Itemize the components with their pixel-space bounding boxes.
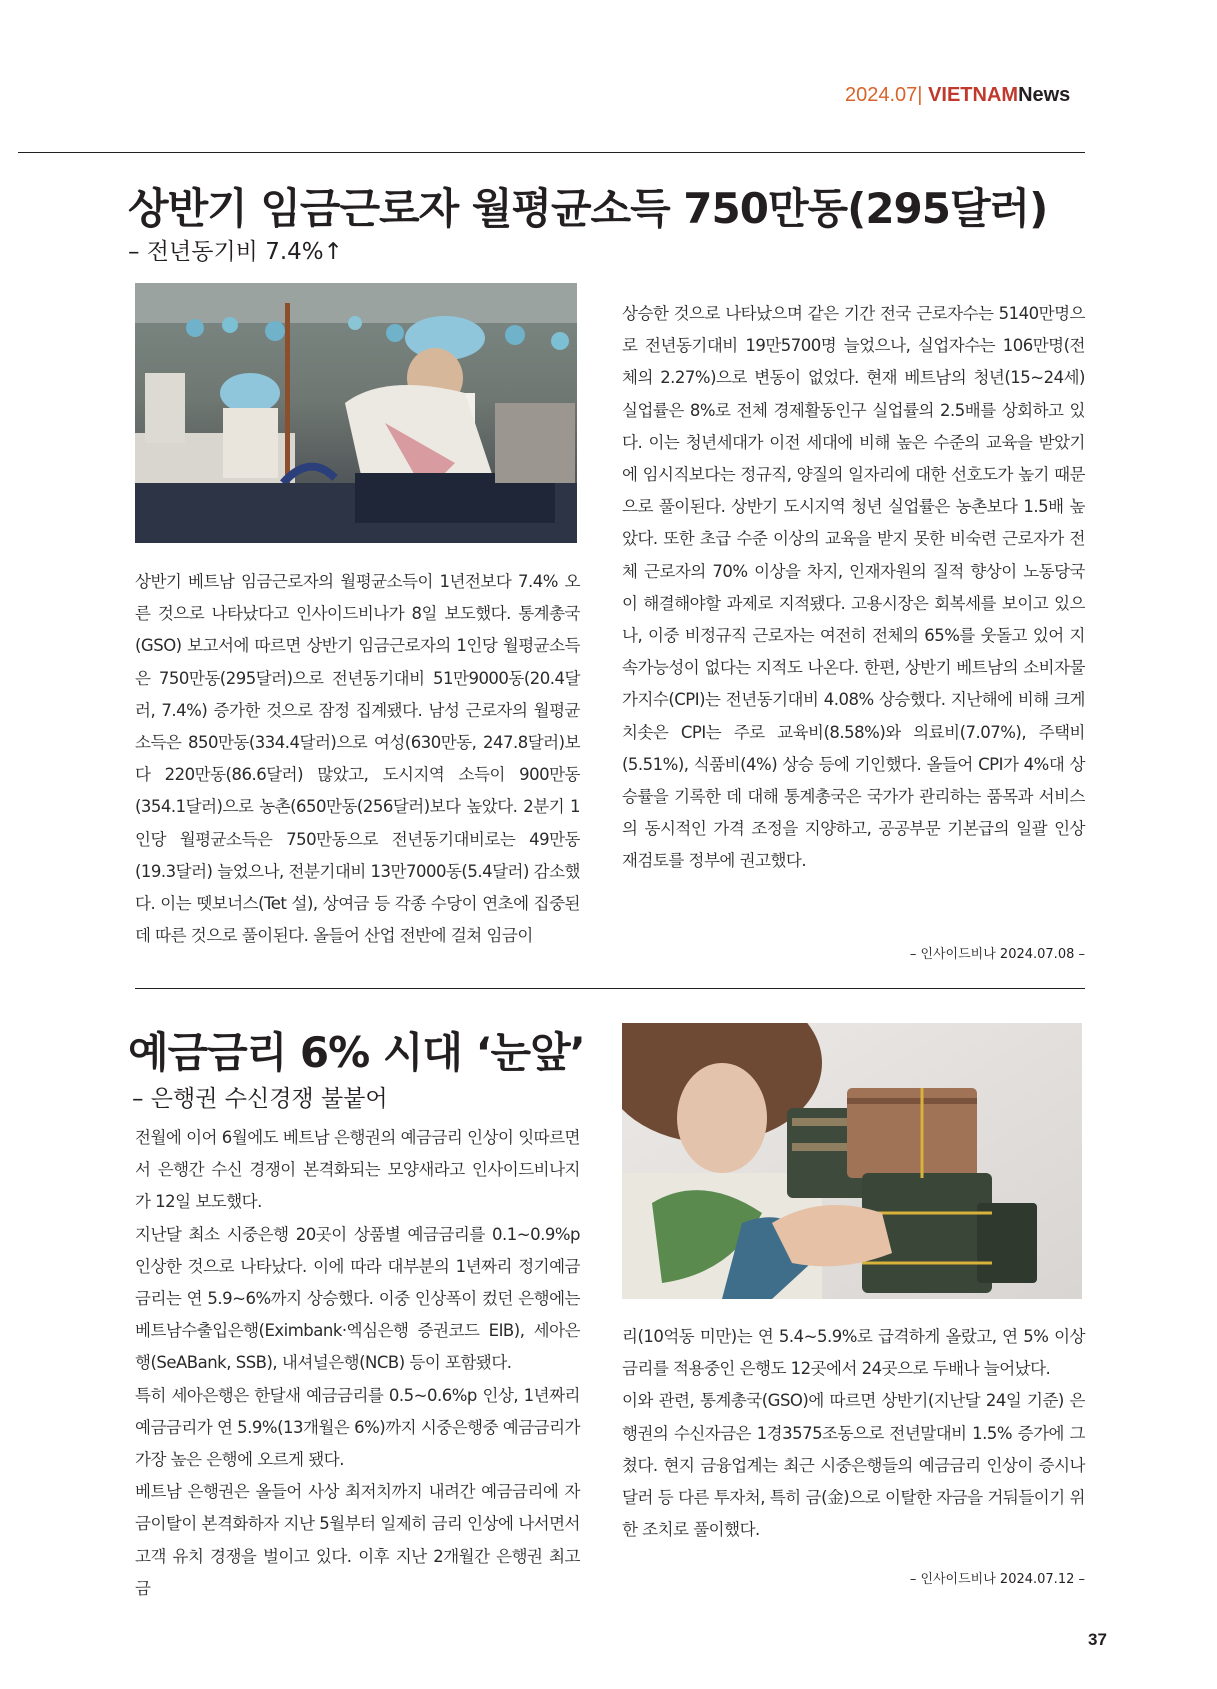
- article1-headline: 상반기 임금근로자 월평균소득 750만동(295달러): [128, 184, 1048, 233]
- brand-logo-news: News: [1018, 84, 1071, 106]
- article2-headline: 예금금리 6% 시대 ‘눈앞’: [128, 1028, 585, 1077]
- issue-header: [845, 84, 1070, 107]
- article2-left-paragraph: 베트남 은행권은 올들어 사상 최저치까지 내려간 예금금리에 자금이탈이 본격화하자 지난 5월부터 일제히 금리 인상에 나서면서 고객 유치 경쟁을 벌이고 있다. 이후 지난 2개월간 은행권 최고 금: [135, 1482, 580, 1598]
- article1-source: – 인사이드비나 2024.07.08 –: [909, 947, 1085, 962]
- section-divider: [135, 988, 1085, 989]
- article2-left-paragraph: 전월에 이어 6월에도 베트남 은행권의 예금금리 인상이 잇따르면서 은행간 수신 경쟁이 본격화되는 모양새라고 인사이드비나지가 12일 보도했다.: [135, 1128, 580, 1212]
- article2-left-paragraph: 특히 세아은행은 한달새 예금금리를 0.5~0.6%p 인상, 1년짜리 예금금리가 연 5.9%(13개월은 6%)까지 시중은행중 예금금리가 가장 높은 은행에 오르게 됐다.: [135, 1385, 580, 1470]
- article1-subtitle: – 전년동기비 7.4%↑: [128, 239, 343, 265]
- article2-right-paragraph: 리(10억동 미만)는 연 5.4~5.9%로 급격하게 올랐고, 연 5% 이상 금리를 적용중인 은행도 12곳에서 24곳으로 두배나 늘어났다.: [622, 1327, 1085, 1379]
- article2-subtitle: – 은행권 수신경쟁 불붙어: [132, 1086, 388, 1112]
- article2-right-paragraph: 이와 관련, 통계총국(GSO)에 따르면 상반기(지난달 24일 기준) 은행권의 수신자금은 1경3575조동으로 전년말대비 1.5% 증가에 그쳤다. 현지 금융업계는 최근 시중은행들의 예금금리 인상이 증시나 달러 등 다른 투자처, 특히 금(金)으로 이탈한 자금을 거둬들이기 위한 조치로 풀이했다.: [622, 1391, 1085, 1540]
- brand-logo-vietnam: VIETNAM: [928, 84, 1019, 106]
- garment-factory-photo: [135, 283, 577, 543]
- issue-date: 2024.07|: [845, 84, 923, 106]
- article2-source: – 인사이드비나 2024.07.12 –: [909, 1572, 1085, 1587]
- bank-money-photo: [622, 1023, 1082, 1299]
- page-number: 37: [1088, 1630, 1107, 1649]
- article2-body-right: [622, 1321, 1085, 1546]
- article2-left-paragraph: 지난달 최소 시중은행 20곳이 상품별 예금금리를 0.1~0.9%p 인상한 것으로 나타났다. 이에 따라 대부분의 1년짜리 정기예금 금리는 연 5.9~6%까지 상승했다. 이중 인상폭이 컸던 은행에는 베트남수출입은행(Eximbank·엑심은행 증권코드 EIB), 세아은행(SeABank, SSB), 내셔널은행(NCB) 등이 포함됐다.: [135, 1224, 580, 1373]
- article2-body-left: [135, 1122, 580, 1605]
- article1-body-right: 상승한 것으로 나타났으며 같은 기간 전국 근로자수는 5140만명으로 전년동기대비 19만5700명 늘었으나, 실업자수는 106만명(전체의 2.27%)으로 변동이 없었다. 현재 베트남의 청년(15~24세) 실업률은 8%로 전체 경제활동인구 실업률의 2.5배를 상회하고 있다. 이는 청년세대가 이전 세대에 비해 높은 수준의 교육을 받았기에 임시직보다는 정규직, 양질의 일자리에 대한 선호도가 높기 때문으로 풀이된다. 상반기 도시지역 청년 실업률은 농촌보다 1.5배 높았다. 또한 초급 수준 이상의 교육을 받지 못한 비숙련 근로자가 전체 근로자의 70% 이상을 차지, 인재자원의 질적 향상이 노동당국이 해결해야할 과제로 지적됐다. 고용시장은 회복세를 보이고 있으나, 이중 비정규직 근로자는 여전히 전체의 65%를 웃돌고 있어 지속가능성이 없다는 지적도 나온다. 한편, 상반기 베트남의 소비자물가지수(CPI)는 전년동기대비 4.08% 상승했다. 지난해에 비해 크게 치솟은 CPI는 주로 교육비(8.58%)와 의료비(7.07%), 주택비(5.51%), 식품비(4%) 상승 등에 기인했다. 올들어 CPI가 4%대 상승률을 기록한 데 대해 통계총국은 국가가 관리하는 품목과 서비스의 동시적인 가격 조정을 지양하고, 공공부문 기본급의 일괄 인상 재검토를 정부에 권고했다.: [622, 304, 1085, 871]
- article1-body-left: 상반기 베트남 임금근로자의 월평균소득이 1년전보다 7.4% 오른 것으로 나타났다고 인사이드비나가 8일 보도했다. 통계총국(GSO) 보고서에 따르면 상반기 임금근로자의 1인당 월평균소득은 750만동(295달러)으로 전년동기대비 51만9000동(20.4달러, 7.4%) 증가한 것으로 잠정 집계됐다. 남성 근로자의 월평균소득은 850만동(334.4달러)으로 여성(630만동, 247.8달러)보다 220만동(86.6달러) 많았고, 도시지역 소득이 900만동(354.1달러)으로 농촌(650만동(256달러)보다 높았다. 2분기 1인당 월평균소득은 750만동으로 전년동기대비로는 49만동(19.3달러) 늘었으나, 전분기대비 13만7000동(5.4달러) 감소했다. 이는 뗏보너스(Tet 설), 상여금 등 각종 수당이 연초에 집중된 데 따른 것으로 풀이된다. 올들어 산업 전반에 걸쳐 임금이: [135, 572, 580, 946]
- top-divider: [18, 152, 1085, 153]
